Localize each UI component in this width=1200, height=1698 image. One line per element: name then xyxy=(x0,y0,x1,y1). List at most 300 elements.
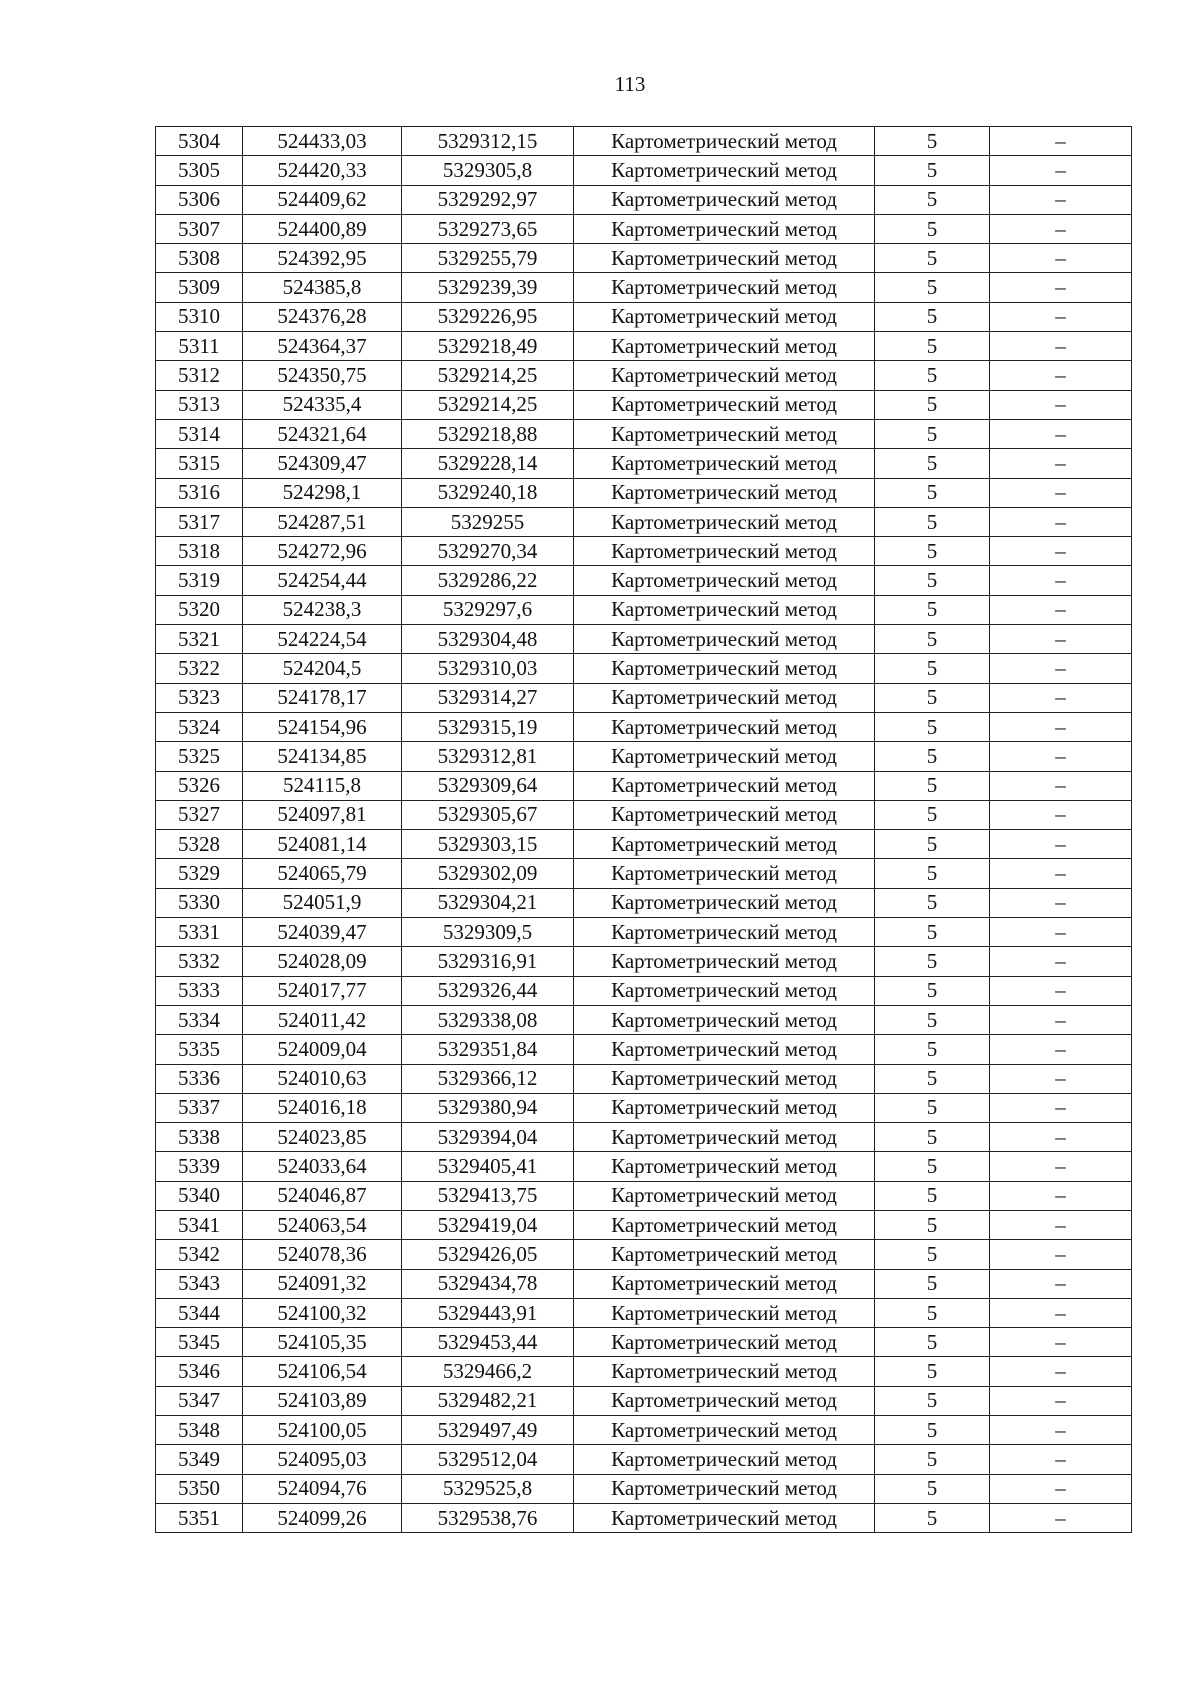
point-number-cell: 5311 xyxy=(156,332,243,361)
accuracy-cell: 5 xyxy=(875,127,990,156)
y-coordinate-cell: 5329218,49 xyxy=(402,332,574,361)
method-cell: Картометрический метод xyxy=(574,419,875,448)
accuracy-cell: 5 xyxy=(875,185,990,214)
table-row xyxy=(156,302,1132,331)
note-cell: – xyxy=(990,214,1132,243)
table-row xyxy=(156,214,1132,243)
x-coordinate-cell: 524350,75 xyxy=(243,361,402,390)
point-number-cell: 5316 xyxy=(156,478,243,507)
x-coordinate-cell: 524204,5 xyxy=(243,654,402,683)
point-number-cell: 5304 xyxy=(156,127,243,156)
page-number: 113 xyxy=(614,72,646,96)
note-cell: – xyxy=(990,1210,1132,1239)
accuracy-cell: 5 xyxy=(875,771,990,800)
accuracy-cell: 5 xyxy=(875,1064,990,1093)
method-cell: Картометрический метод xyxy=(574,273,875,302)
method-cell: Картометрический метод xyxy=(574,390,875,419)
y-coordinate-cell: 5329338,08 xyxy=(402,1005,574,1034)
x-coordinate-cell: 524298,1 xyxy=(243,478,402,507)
accuracy-cell: 5 xyxy=(875,595,990,624)
accuracy-cell: 5 xyxy=(875,302,990,331)
note-cell: – xyxy=(990,419,1132,448)
x-coordinate-cell: 524309,47 xyxy=(243,449,402,478)
x-coordinate-cell: 524409,62 xyxy=(243,185,402,214)
note-cell: – xyxy=(990,1386,1132,1415)
method-cell: Картометрический метод xyxy=(574,830,875,859)
accuracy-cell: 5 xyxy=(875,361,990,390)
x-coordinate-cell: 524051,9 xyxy=(243,888,402,917)
table-row xyxy=(156,976,1132,1005)
x-coordinate-cell: 524287,51 xyxy=(243,507,402,536)
point-number-cell: 5329 xyxy=(156,859,243,888)
table-row xyxy=(156,1005,1132,1034)
note-cell: – xyxy=(990,273,1132,302)
note-cell: – xyxy=(990,507,1132,536)
note-cell: – xyxy=(990,595,1132,624)
note-cell: – xyxy=(990,1474,1132,1503)
accuracy-cell: 5 xyxy=(875,918,990,947)
y-coordinate-cell: 5329366,12 xyxy=(402,1064,574,1093)
point-number-cell: 5334 xyxy=(156,1005,243,1034)
method-cell: Картометрический метод xyxy=(574,1474,875,1503)
note-cell: – xyxy=(990,244,1132,273)
y-coordinate-cell: 5329309,64 xyxy=(402,771,574,800)
point-number-cell: 5309 xyxy=(156,273,243,302)
point-number-cell: 5307 xyxy=(156,214,243,243)
accuracy-cell: 5 xyxy=(875,1298,990,1327)
y-coordinate-cell: 5329394,04 xyxy=(402,1123,574,1152)
accuracy-cell: 5 xyxy=(875,888,990,917)
method-cell: Картометрический метод xyxy=(574,1005,875,1034)
method-cell: Картометрический метод xyxy=(574,595,875,624)
method-cell: Картометрический метод xyxy=(574,771,875,800)
table-row xyxy=(156,1298,1132,1327)
note-cell: – xyxy=(990,712,1132,741)
y-coordinate-cell: 5329453,44 xyxy=(402,1328,574,1357)
note-cell: – xyxy=(990,302,1132,331)
point-number-cell: 5349 xyxy=(156,1445,243,1474)
note-cell: – xyxy=(990,1035,1132,1064)
x-coordinate-cell: 524028,09 xyxy=(243,947,402,976)
note-cell: – xyxy=(990,830,1132,859)
point-number-cell: 5351 xyxy=(156,1503,243,1532)
y-coordinate-cell: 5329297,6 xyxy=(402,595,574,624)
method-cell: Картометрический метод xyxy=(574,449,875,478)
y-coordinate-cell: 5329314,27 xyxy=(402,683,574,712)
method-cell: Картометрический метод xyxy=(574,800,875,829)
accuracy-cell: 5 xyxy=(875,712,990,741)
point-number-cell: 5344 xyxy=(156,1298,243,1327)
table-row xyxy=(156,361,1132,390)
table-row xyxy=(156,859,1132,888)
table-row xyxy=(156,566,1132,595)
table-row xyxy=(156,1474,1132,1503)
table-row xyxy=(156,449,1132,478)
method-cell: Картометрический метод xyxy=(574,185,875,214)
accuracy-cell: 5 xyxy=(875,742,990,771)
point-number-cell: 5337 xyxy=(156,1093,243,1122)
y-coordinate-cell: 5329255 xyxy=(402,507,574,536)
table-row xyxy=(156,244,1132,273)
table-row xyxy=(156,1445,1132,1474)
table-row xyxy=(156,1035,1132,1064)
method-cell: Картометрический метод xyxy=(574,1210,875,1239)
note-cell: – xyxy=(990,742,1132,771)
note-cell: – xyxy=(990,537,1132,566)
x-coordinate-cell: 524010,63 xyxy=(243,1064,402,1093)
note-cell: – xyxy=(990,390,1132,419)
method-cell: Картометрический метод xyxy=(574,332,875,361)
table-row xyxy=(156,390,1132,419)
x-coordinate-cell: 524400,89 xyxy=(243,214,402,243)
x-coordinate-cell: 524106,54 xyxy=(243,1357,402,1386)
table-row xyxy=(156,654,1132,683)
point-number-cell: 5331 xyxy=(156,918,243,947)
note-cell: – xyxy=(990,625,1132,654)
y-coordinate-cell: 5329270,34 xyxy=(402,537,574,566)
accuracy-cell: 5 xyxy=(875,625,990,654)
x-coordinate-cell: 524033,64 xyxy=(243,1152,402,1181)
method-cell: Картометрический метод xyxy=(574,1357,875,1386)
note-cell: – xyxy=(990,1503,1132,1532)
point-number-cell: 5346 xyxy=(156,1357,243,1386)
x-coordinate-cell: 524063,54 xyxy=(243,1210,402,1239)
table-row xyxy=(156,830,1132,859)
point-number-cell: 5320 xyxy=(156,595,243,624)
y-coordinate-cell: 5329218,88 xyxy=(402,419,574,448)
accuracy-cell: 5 xyxy=(875,654,990,683)
x-coordinate-cell: 524097,81 xyxy=(243,800,402,829)
note-cell: – xyxy=(990,1123,1132,1152)
table-row xyxy=(156,1357,1132,1386)
note-cell: – xyxy=(990,332,1132,361)
table-row xyxy=(156,1152,1132,1181)
y-coordinate-cell: 5329228,14 xyxy=(402,449,574,478)
method-cell: Картометрический метод xyxy=(574,1035,875,1064)
accuracy-cell: 5 xyxy=(875,244,990,273)
y-coordinate-cell: 5329312,15 xyxy=(402,127,574,156)
coordinates-table xyxy=(155,126,1132,1533)
x-coordinate-cell: 524134,85 xyxy=(243,742,402,771)
table-row xyxy=(156,419,1132,448)
accuracy-cell: 5 xyxy=(875,1123,990,1152)
method-cell: Картометрический метод xyxy=(574,625,875,654)
note-cell: – xyxy=(990,1064,1132,1093)
method-cell: Картометрический метод xyxy=(574,361,875,390)
method-cell: Картометрический метод xyxy=(574,1093,875,1122)
table-row xyxy=(156,332,1132,361)
note-cell: – xyxy=(990,888,1132,917)
note-cell: – xyxy=(990,361,1132,390)
x-coordinate-cell: 524011,42 xyxy=(243,1005,402,1034)
accuracy-cell: 5 xyxy=(875,976,990,1005)
table-row xyxy=(156,800,1132,829)
table-row xyxy=(156,1240,1132,1269)
accuracy-cell: 5 xyxy=(875,1357,990,1386)
x-coordinate-cell: 524100,32 xyxy=(243,1298,402,1327)
point-number-cell: 5345 xyxy=(156,1328,243,1357)
note-cell: – xyxy=(990,1093,1132,1122)
accuracy-cell: 5 xyxy=(875,1152,990,1181)
x-coordinate-cell: 524376,28 xyxy=(243,302,402,331)
note-cell: – xyxy=(990,1328,1132,1357)
point-number-cell: 5340 xyxy=(156,1181,243,1210)
table-row xyxy=(156,683,1132,712)
table-row xyxy=(156,771,1132,800)
method-cell: Картометрический метод xyxy=(574,244,875,273)
accuracy-cell: 5 xyxy=(875,1474,990,1503)
x-coordinate-cell: 524272,96 xyxy=(243,537,402,566)
point-number-cell: 5312 xyxy=(156,361,243,390)
y-coordinate-cell: 5329239,39 xyxy=(402,273,574,302)
x-coordinate-cell: 524065,79 xyxy=(243,859,402,888)
point-number-cell: 5326 xyxy=(156,771,243,800)
point-number-cell: 5343 xyxy=(156,1269,243,1298)
accuracy-cell: 5 xyxy=(875,859,990,888)
method-cell: Картометрический метод xyxy=(574,1152,875,1181)
x-coordinate-cell: 524100,05 xyxy=(243,1416,402,1445)
method-cell: Картометрический метод xyxy=(574,859,875,888)
x-coordinate-cell: 524091,32 xyxy=(243,1269,402,1298)
accuracy-cell: 5 xyxy=(875,1503,990,1532)
note-cell: – xyxy=(990,1445,1132,1474)
method-cell: Картометрический метод xyxy=(574,302,875,331)
x-coordinate-cell: 524364,37 xyxy=(243,332,402,361)
note-cell: – xyxy=(990,566,1132,595)
point-number-cell: 5338 xyxy=(156,1123,243,1152)
method-cell: Картометрический метод xyxy=(574,712,875,741)
table-row xyxy=(156,273,1132,302)
x-coordinate-cell: 524420,33 xyxy=(243,156,402,185)
table-row xyxy=(156,918,1132,947)
table-row xyxy=(156,947,1132,976)
method-cell: Картометрический метод xyxy=(574,1328,875,1357)
method-cell: Картометрический метод xyxy=(574,1445,875,1474)
x-coordinate-cell: 524016,18 xyxy=(243,1093,402,1122)
table-row xyxy=(156,1181,1132,1210)
method-cell: Картометрический метод xyxy=(574,1416,875,1445)
table-row xyxy=(156,742,1132,771)
accuracy-cell: 5 xyxy=(875,830,990,859)
point-number-cell: 5322 xyxy=(156,654,243,683)
y-coordinate-cell: 5329303,15 xyxy=(402,830,574,859)
y-coordinate-cell: 5329434,78 xyxy=(402,1269,574,1298)
note-cell: – xyxy=(990,478,1132,507)
point-number-cell: 5348 xyxy=(156,1416,243,1445)
note-cell: – xyxy=(990,859,1132,888)
point-number-cell: 5341 xyxy=(156,1210,243,1239)
method-cell: Картометрический метод xyxy=(574,478,875,507)
table-row xyxy=(156,478,1132,507)
note-cell: – xyxy=(990,156,1132,185)
note-cell: – xyxy=(990,185,1132,214)
method-cell: Картометрический метод xyxy=(574,1123,875,1152)
table-row xyxy=(156,1093,1132,1122)
method-cell: Картометрический метод xyxy=(574,537,875,566)
note-cell: – xyxy=(990,947,1132,976)
accuracy-cell: 5 xyxy=(875,1269,990,1298)
table-row xyxy=(156,507,1132,536)
accuracy-cell: 5 xyxy=(875,390,990,419)
accuracy-cell: 5 xyxy=(875,1386,990,1415)
y-coordinate-cell: 5329240,18 xyxy=(402,478,574,507)
y-coordinate-cell: 5329214,25 xyxy=(402,390,574,419)
x-coordinate-cell: 524238,3 xyxy=(243,595,402,624)
note-cell: – xyxy=(990,1357,1132,1386)
x-coordinate-cell: 524009,04 xyxy=(243,1035,402,1064)
note-cell: – xyxy=(990,1240,1132,1269)
method-cell: Картометрический метод xyxy=(574,214,875,243)
x-coordinate-cell: 524115,8 xyxy=(243,771,402,800)
method-cell: Картометрический метод xyxy=(574,566,875,595)
note-cell: – xyxy=(990,918,1132,947)
method-cell: Картометрический метод xyxy=(574,742,875,771)
point-number-cell: 5328 xyxy=(156,830,243,859)
point-number-cell: 5335 xyxy=(156,1035,243,1064)
point-number-cell: 5318 xyxy=(156,537,243,566)
point-number-cell: 5324 xyxy=(156,712,243,741)
x-coordinate-cell: 524224,54 xyxy=(243,625,402,654)
x-coordinate-cell: 524385,8 xyxy=(243,273,402,302)
y-coordinate-cell: 5329413,75 xyxy=(402,1181,574,1210)
point-number-cell: 5305 xyxy=(156,156,243,185)
y-coordinate-cell: 5329304,48 xyxy=(402,625,574,654)
point-number-cell: 5330 xyxy=(156,888,243,917)
y-coordinate-cell: 5329214,25 xyxy=(402,361,574,390)
y-coordinate-cell: 5329466,2 xyxy=(402,1357,574,1386)
y-coordinate-cell: 5329304,21 xyxy=(402,888,574,917)
y-coordinate-cell: 5329326,44 xyxy=(402,976,574,1005)
x-coordinate-cell: 524017,77 xyxy=(243,976,402,1005)
x-coordinate-cell: 524154,96 xyxy=(243,712,402,741)
table-row xyxy=(156,1210,1132,1239)
point-number-cell: 5342 xyxy=(156,1240,243,1269)
table-row xyxy=(156,1064,1132,1093)
y-coordinate-cell: 5329525,8 xyxy=(402,1474,574,1503)
x-coordinate-cell: 524081,14 xyxy=(243,830,402,859)
method-cell: Картометрический метод xyxy=(574,888,875,917)
y-coordinate-cell: 5329443,91 xyxy=(402,1298,574,1327)
point-number-cell: 5317 xyxy=(156,507,243,536)
point-number-cell: 5321 xyxy=(156,625,243,654)
accuracy-cell: 5 xyxy=(875,507,990,536)
y-coordinate-cell: 5329305,67 xyxy=(402,800,574,829)
note-cell: – xyxy=(990,127,1132,156)
accuracy-cell: 5 xyxy=(875,419,990,448)
point-number-cell: 5347 xyxy=(156,1386,243,1415)
note-cell: – xyxy=(990,800,1132,829)
point-number-cell: 5323 xyxy=(156,683,243,712)
y-coordinate-cell: 5329419,04 xyxy=(402,1210,574,1239)
y-coordinate-cell: 5329482,21 xyxy=(402,1386,574,1415)
table-row xyxy=(156,1123,1132,1152)
table-row xyxy=(156,1269,1132,1298)
y-coordinate-cell: 5329309,5 xyxy=(402,918,574,947)
y-coordinate-cell: 5329310,03 xyxy=(402,654,574,683)
x-coordinate-cell: 524178,17 xyxy=(243,683,402,712)
coordinates-table-body xyxy=(156,127,1132,1533)
x-coordinate-cell: 524046,87 xyxy=(243,1181,402,1210)
table-row xyxy=(156,712,1132,741)
x-coordinate-cell: 524078,36 xyxy=(243,1240,402,1269)
method-cell: Картометрический метод xyxy=(574,1298,875,1327)
accuracy-cell: 5 xyxy=(875,478,990,507)
method-cell: Картометрический метод xyxy=(574,1064,875,1093)
y-coordinate-cell: 5329380,94 xyxy=(402,1093,574,1122)
note-cell: – xyxy=(990,654,1132,683)
method-cell: Картометрический метод xyxy=(574,1181,875,1210)
point-number-cell: 5336 xyxy=(156,1064,243,1093)
y-coordinate-cell: 5329255,79 xyxy=(402,244,574,273)
accuracy-cell: 5 xyxy=(875,1328,990,1357)
note-cell: – xyxy=(990,1181,1132,1210)
point-number-cell: 5339 xyxy=(156,1152,243,1181)
note-cell: – xyxy=(990,449,1132,478)
method-cell: Картометрический метод xyxy=(574,127,875,156)
y-coordinate-cell: 5329538,76 xyxy=(402,1503,574,1532)
note-cell: – xyxy=(990,771,1132,800)
method-cell: Картометрический метод xyxy=(574,1386,875,1415)
accuracy-cell: 5 xyxy=(875,1005,990,1034)
x-coordinate-cell: 524094,76 xyxy=(243,1474,402,1503)
y-coordinate-cell: 5329405,41 xyxy=(402,1152,574,1181)
y-coordinate-cell: 5329292,97 xyxy=(402,185,574,214)
x-coordinate-cell: 524099,26 xyxy=(243,1503,402,1532)
accuracy-cell: 5 xyxy=(875,1210,990,1239)
x-coordinate-cell: 524103,89 xyxy=(243,1386,402,1415)
x-coordinate-cell: 524321,64 xyxy=(243,419,402,448)
accuracy-cell: 5 xyxy=(875,947,990,976)
accuracy-cell: 5 xyxy=(875,332,990,361)
table-row xyxy=(156,595,1132,624)
note-cell: – xyxy=(990,1152,1132,1181)
table-row xyxy=(156,888,1132,917)
table-row xyxy=(156,156,1132,185)
y-coordinate-cell: 5329312,81 xyxy=(402,742,574,771)
note-cell: – xyxy=(990,1005,1132,1034)
y-coordinate-cell: 5329305,8 xyxy=(402,156,574,185)
accuracy-cell: 5 xyxy=(875,273,990,302)
note-cell: – xyxy=(990,683,1132,712)
table-row xyxy=(156,127,1132,156)
y-coordinate-cell: 5329316,91 xyxy=(402,947,574,976)
table-row xyxy=(156,1386,1132,1415)
table-row xyxy=(156,185,1132,214)
method-cell: Картометрический метод xyxy=(574,918,875,947)
point-number-cell: 5313 xyxy=(156,390,243,419)
x-coordinate-cell: 524392,95 xyxy=(243,244,402,273)
x-coordinate-cell: 524039,47 xyxy=(243,918,402,947)
accuracy-cell: 5 xyxy=(875,449,990,478)
method-cell: Картометрический метод xyxy=(574,683,875,712)
point-number-cell: 5308 xyxy=(156,244,243,273)
accuracy-cell: 5 xyxy=(875,683,990,712)
x-coordinate-cell: 524095,03 xyxy=(243,1445,402,1474)
y-coordinate-cell: 5329426,05 xyxy=(402,1240,574,1269)
y-coordinate-cell: 5329302,09 xyxy=(402,859,574,888)
note-cell: – xyxy=(990,1298,1132,1327)
note-cell: – xyxy=(990,976,1132,1005)
point-number-cell: 5310 xyxy=(156,302,243,331)
table-row xyxy=(156,625,1132,654)
accuracy-cell: 5 xyxy=(875,1240,990,1269)
table-row xyxy=(156,1416,1132,1445)
point-number-cell: 5325 xyxy=(156,742,243,771)
method-cell: Картометрический метод xyxy=(574,1240,875,1269)
note-cell: – xyxy=(990,1416,1132,1445)
accuracy-cell: 5 xyxy=(875,1093,990,1122)
point-number-cell: 5315 xyxy=(156,449,243,478)
